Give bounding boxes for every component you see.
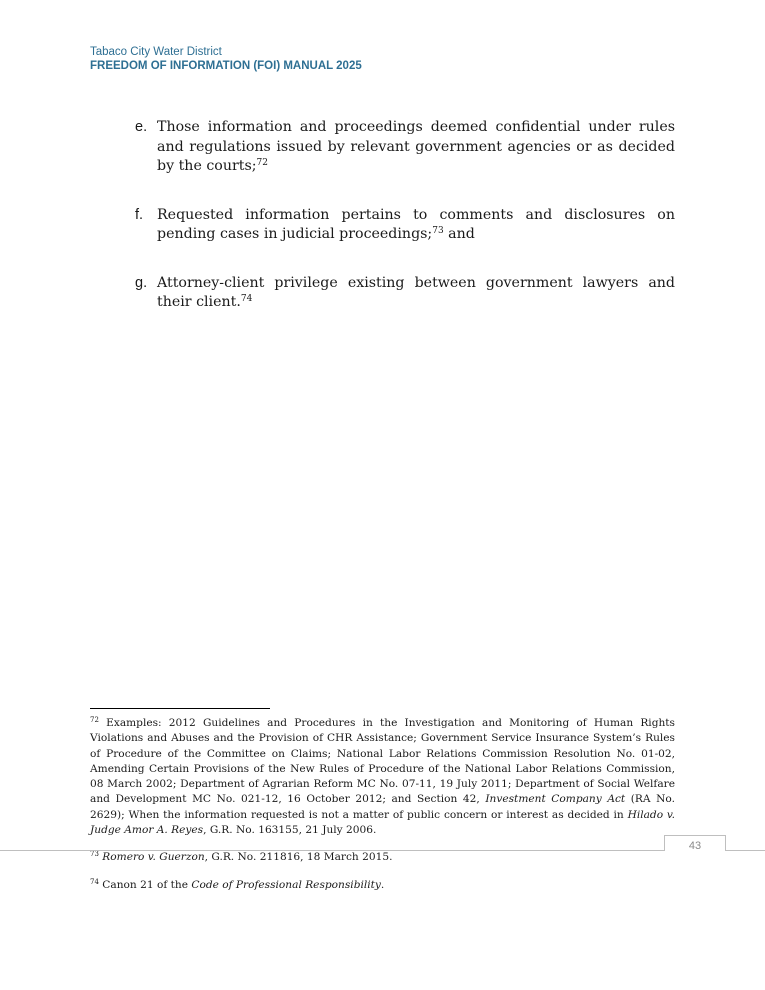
footnote-text: . <box>380 878 385 891</box>
page-number: 43 <box>664 835 726 851</box>
footnote-italic: Romero v. Guerzon <box>102 851 205 864</box>
footnote-74 <box>90 878 675 893</box>
list-item-text: Attorney-client privilege existing between government lawyers and their client. <box>157 274 675 310</box>
list-item-tail: and <box>443 226 475 242</box>
footnote-text: , G.R. No. 211816, 18 March 2015. <box>204 851 393 864</box>
header-organization: Tabaco City Water District <box>90 46 222 58</box>
list-item-letter: f. <box>135 206 144 223</box>
list-item-letter: e. <box>135 119 148 135</box>
page-footer-line <box>0 850 765 851</box>
footnote-text: (RA No. 2629); When the information requested is not a matter of public concern or interest as decided in <box>90 793 675 821</box>
footnote-number: 74 <box>90 877 99 886</box>
footnote-text: Canon 21 of the <box>98 878 192 891</box>
footnote-ref: 73 <box>432 226 444 236</box>
list-item-text: Those information and proceedings deemed confidential under rules and regulations issued by relevant government agencies or as decided by the courts; <box>157 119 675 174</box>
list-item <box>135 118 675 177</box>
footnote-73 <box>90 850 675 865</box>
footnote-text: Examples: 2012 Guidelines and Procedures in the Investigation and Monitoring of Human Rights Violations and Abuses and the Provision of CHR Assistance; Government Service Insurance System’s Rules of Procedure of the Committee on Claims; National Labor Relations Commission Resolution No. 01-02, Amending Certain Provisions of the New Rules of Procedure of the National Labor Relations Commission, 08 March 2002; Department of Agrarian Reform MC No. 07-11, 19 July 2011; Department of Social Welfare and Development MC No. 021-12, 16 October 2012; and Section 42, <box>90 717 675 806</box>
footnote-italic: Investment Company Act <box>485 793 626 806</box>
footnotes <box>90 716 675 905</box>
exceptions-list <box>135 118 675 342</box>
footnote-italic: Code of Professional Responsibility <box>191 878 381 891</box>
header-manual-title: FREEDOM OF INFORMATION (FOI) MANUAL 2025 <box>90 60 362 72</box>
footnote-text: , G.R. No. 163155, 21 July 2006. <box>203 824 377 837</box>
footnote-ref: 74 <box>240 294 253 304</box>
list-item <box>135 206 675 245</box>
list-item <box>135 274 675 313</box>
document-header <box>90 45 362 73</box>
footnote-number: 72 <box>90 716 99 724</box>
footnote-72 <box>90 716 675 838</box>
footnote-ref: 72 <box>256 158 268 168</box>
footnote-number: 73 <box>90 850 99 859</box>
list-item-text: Requested information pertains to comments and disclosures on pending cases in judicial proceedings; <box>157 206 675 242</box>
footnote-separator <box>90 708 270 709</box>
list-item-letter: g. <box>135 274 148 291</box>
footnote-italic: Hilado v. Judge Amor A. Reyes <box>90 808 675 837</box>
